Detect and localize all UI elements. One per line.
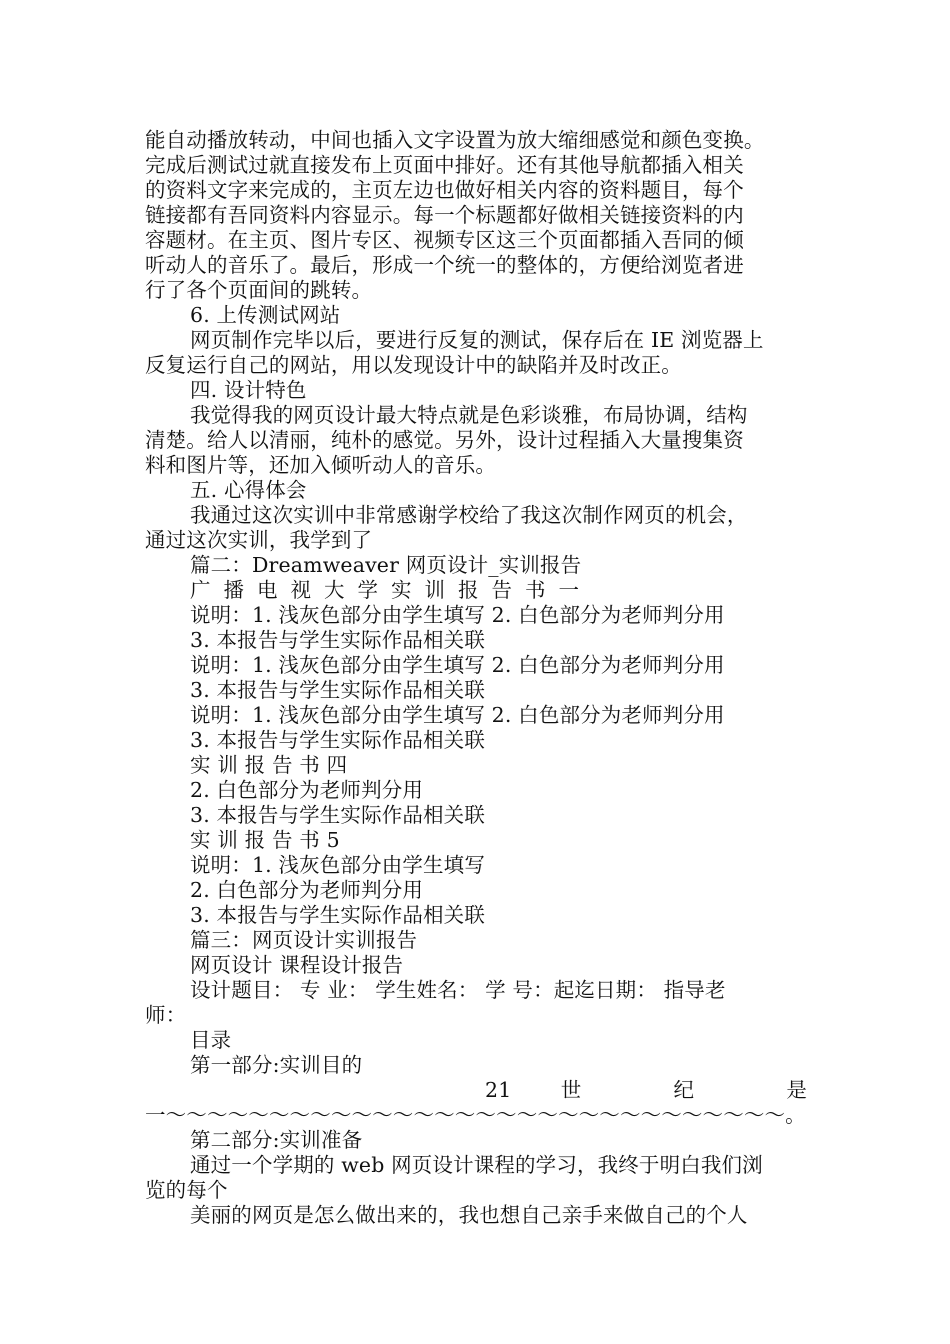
text-line: 四. 设计特色 bbox=[190, 378, 307, 402]
text-line: 说明：1. 浅灰色部分由学生填写 2. 白色部分为老师判分用 bbox=[190, 653, 725, 677]
text-line: 容题材。在主页、图片专区、视频专区这三个页面都插入吾同的倾 bbox=[145, 228, 744, 252]
text-line: 网页设计 课程设计报告 bbox=[190, 953, 404, 977]
text-line: 能自动播放转动，中间也插入文字设置为放大缩细感觉和颜色变换。 bbox=[145, 128, 765, 152]
text-line: 美丽的网页是怎么做出来的，我也想自己亲手来做自己的个人 bbox=[190, 1203, 748, 1227]
text-line: 广播电视大学实训报告书一 bbox=[190, 578, 592, 602]
text-line: 听动人的音乐了。最后，形成一个统一的整体的，方便给浏览者进 bbox=[145, 253, 744, 277]
text-line: 师： bbox=[145, 1003, 187, 1027]
text-line: 网页制作完毕以后，要进行反复的测试，保存后在 IE 浏览器上 bbox=[190, 328, 764, 352]
text-line: 通过这次实训，我学到了 bbox=[145, 528, 373, 552]
text-line: 的资料文字来完成的，主页左边也做好相关内容的资料题目，每个 bbox=[145, 178, 744, 202]
text-line: 我觉得我的网页设计最大特点就是色彩谈雅，布局协调，结构 bbox=[190, 403, 748, 427]
text-line: 篇二：Dreamweaver 网页设计_实训报告 bbox=[190, 553, 582, 577]
text-line: 五. 心得体会 bbox=[190, 478, 307, 502]
text-line: 6. 上传测试网站 bbox=[190, 303, 341, 327]
text-line: 21 世 纪 是 bbox=[485, 1078, 807, 1102]
text-line: 篇三：网页设计实训报告 bbox=[190, 928, 418, 952]
text-line: 览的每个 bbox=[145, 1178, 228, 1202]
text-line: 反复运行自己的网站，用以发现设计中的缺陷并及时改正。 bbox=[145, 353, 682, 377]
text-line: 一～～～～～～～～～～～～～～～～～～～～～～～～～～～～～～。 bbox=[145, 1103, 806, 1127]
text-line: 说明：1. 浅灰色部分由学生填写 bbox=[190, 853, 485, 877]
text-line: 我通过这次实训中非常感谢学校给了我这次制作网页的机会， bbox=[190, 503, 748, 527]
text-line: 第二部分:实训准备 bbox=[190, 1128, 363, 1152]
text-line: 说明：1. 浅灰色部分由学生填写 2. 白色部分为老师判分用 bbox=[190, 603, 725, 627]
text-line: 3. 本报告与学生实际作品相关联 bbox=[190, 728, 485, 752]
text-line: 实 训 报 告 书 四 bbox=[190, 753, 348, 777]
text-line: 料和图片等，还加入倾听动人的音乐。 bbox=[145, 453, 497, 477]
text-line: 清楚。给人以清丽，纯朴的感觉。另外，设计过程插入大量搜集资 bbox=[145, 428, 744, 452]
text-line: 目录 bbox=[190, 1028, 232, 1052]
text-line: 3. 本报告与学生实际作品相关联 bbox=[190, 803, 485, 827]
document-body bbox=[145, 128, 807, 1228]
text-line: 说明：1. 浅灰色部分由学生填写 2. 白色部分为老师判分用 bbox=[190, 703, 725, 727]
text-line: 3. 本报告与学生实际作品相关联 bbox=[190, 903, 485, 927]
text-line: 行了各个页面间的跳转。 bbox=[145, 278, 373, 302]
text-line: 2. 白色部分为老师判分用 bbox=[190, 878, 424, 902]
text-line: 通过一个学期的 web 网页设计课程的学习，我终于明白我们浏 bbox=[190, 1153, 763, 1177]
text-line: 实 训 报 告 书 5 bbox=[190, 828, 340, 852]
text-line: 设计题目： 专 业： 学生姓名： 学 号：起迄日期： 指导老 bbox=[190, 978, 726, 1002]
text-line: 3. 本报告与学生实际作品相关联 bbox=[190, 678, 485, 702]
text-line: 3. 本报告与学生实际作品相关联 bbox=[190, 628, 485, 652]
text-line: 2. 白色部分为老师判分用 bbox=[190, 778, 424, 802]
text-line: 完成后测试过就直接发布上页面中排好。还有其他导航都插入相关 bbox=[145, 153, 744, 177]
text-line: 链接都有吾同资料内容显示。每一个标题都好做相关链接资料的内 bbox=[145, 203, 744, 227]
text-line: 第一部分:实训目的 bbox=[190, 1053, 363, 1077]
